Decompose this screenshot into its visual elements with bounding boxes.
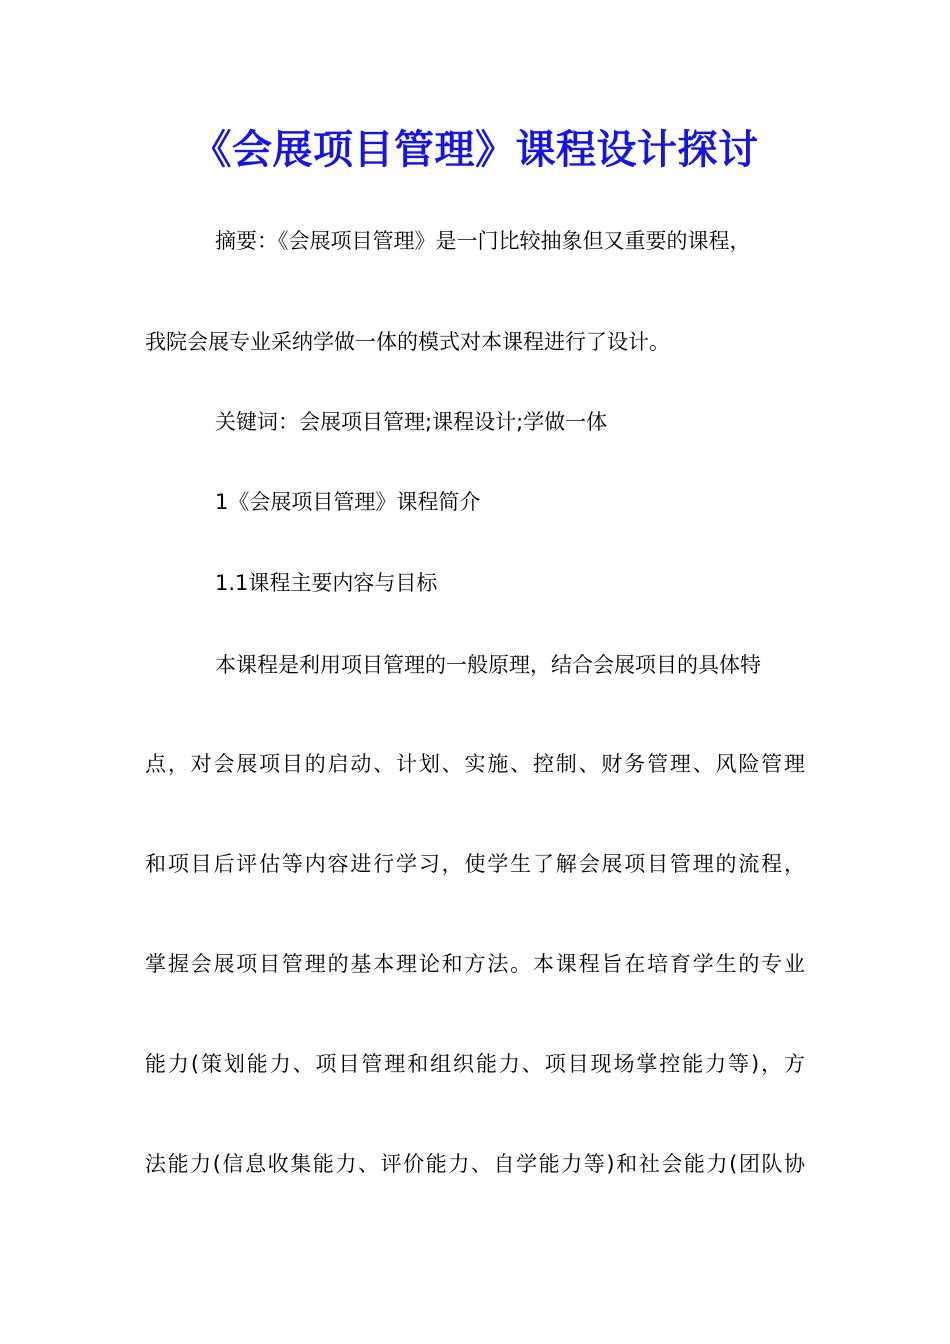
paragraph-line: 点，对会展项目的启动、计划、实施、控制、财务管理、风险管理 [145, 752, 805, 776]
abstract-line-1: 摘要：《会展项目管理》是一门比较抽象但又重要的课程， [215, 229, 751, 253]
paragraph-line: 本课程是利用项目管理的一般原理，结合会展项目的具体特 [215, 653, 761, 677]
keywords-line: 关键词：会展项目管理;课程设计;学做一体 [215, 410, 608, 434]
paragraph-line: 掌握会展项目管理的基本理论和方法。本课程旨在培育学生的专业 [145, 952, 805, 976]
paragraph-line: 和项目后评估等内容进行学习，使学生了解会展项目管理的流程， [145, 852, 805, 876]
section-heading: 1《会展项目管理》课程简介 [215, 490, 481, 514]
paragraph-line: 能力(策划能力、项目管理和组织能力、项目现场掌控能力等)，方 [145, 1052, 805, 1076]
subsection-heading: 1.1课程主要内容与目标 [215, 571, 438, 595]
abstract-line-2: 我院会展专业采纳学做一体的模式对本课程进行了设计。 [145, 330, 670, 354]
document-title: 《会展项目管理》课程设计探讨 [191, 126, 759, 173]
paragraph-line: 法能力(信息收集能力、评价能力、自学能力等)和社会能力(团队协 [145, 1152, 805, 1176]
